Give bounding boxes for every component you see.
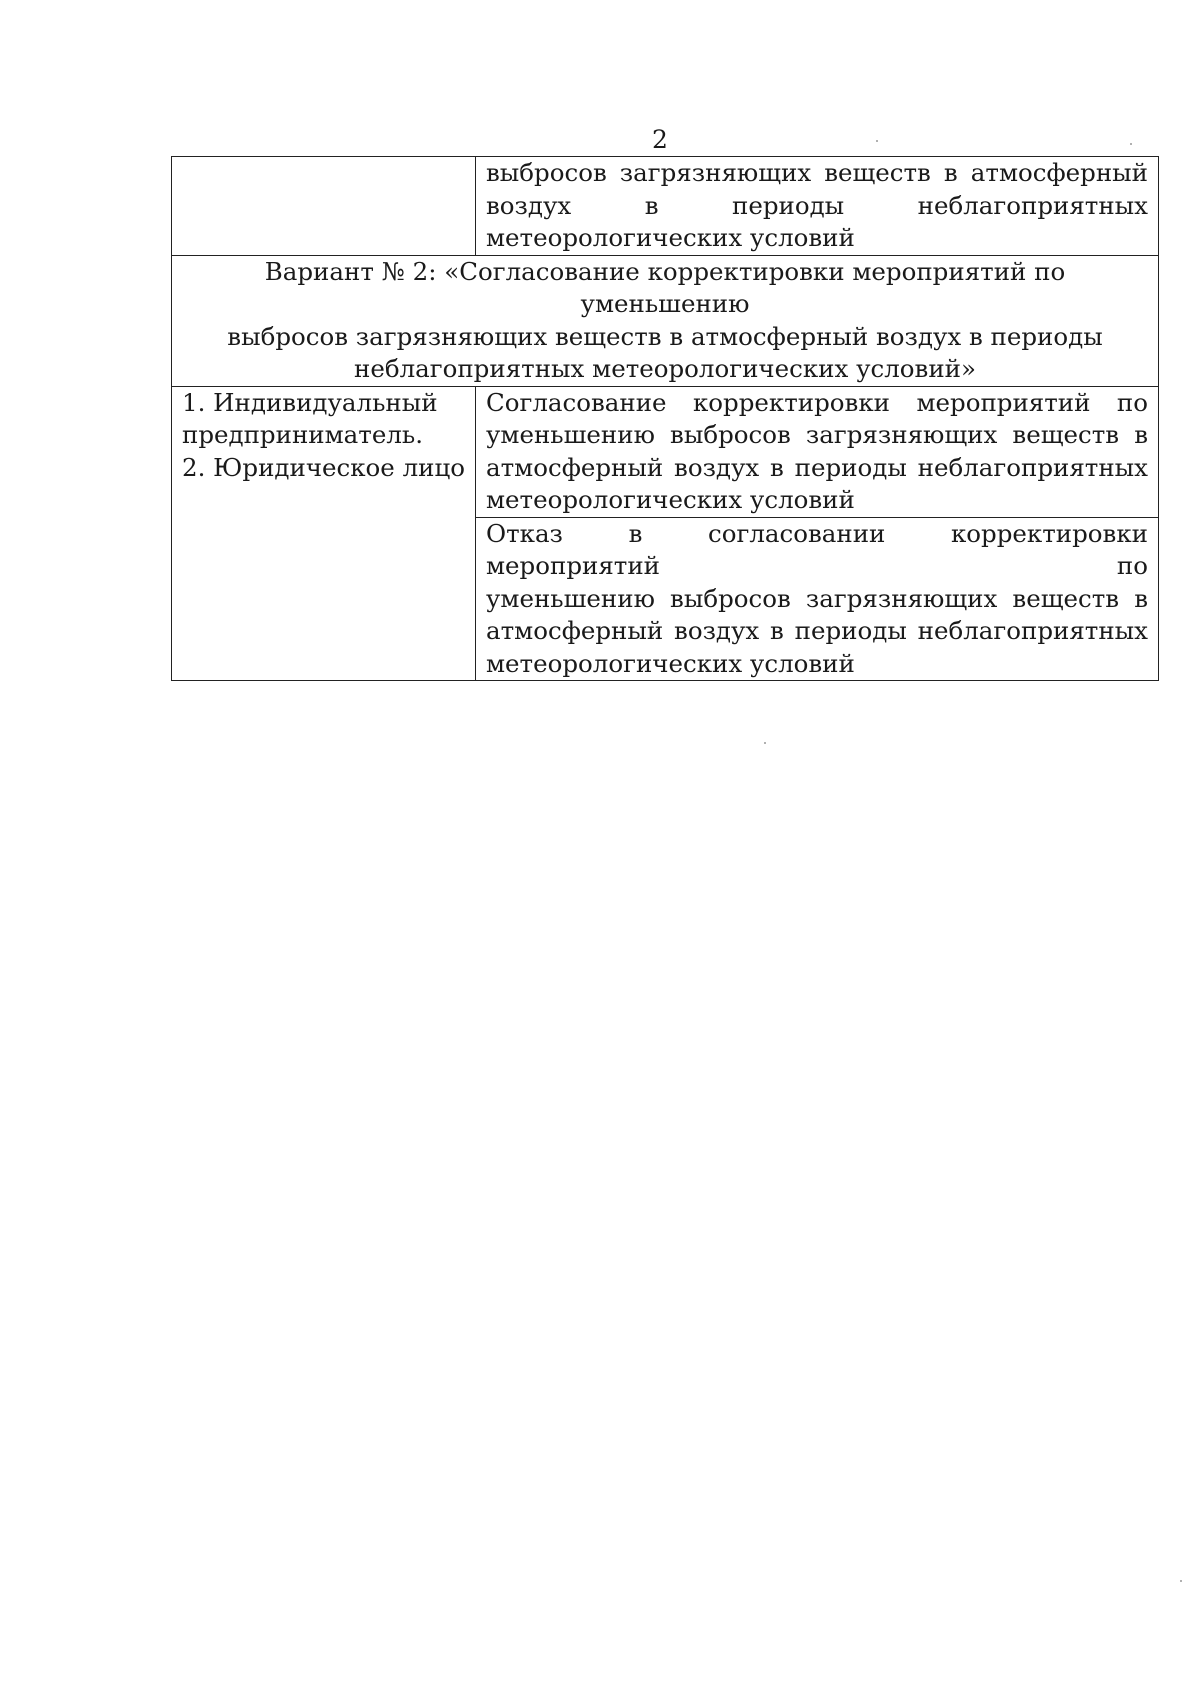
variant-header-line: неблагоприятных метеорологических условий» <box>354 354 976 383</box>
variant-header-cell <box>172 255 1159 386</box>
scan-speck <box>876 140 878 142</box>
result-approve-cell <box>476 386 1159 517</box>
scan-speck <box>1180 1580 1182 1582</box>
result-approve-line: атмосферный воздух в периоды неблагоприятных <box>486 452 1148 482</box>
result-refuse-line: Отказ в согласовании корректировки мероприятий по <box>486 518 1148 580</box>
continuation-right-cell <box>476 157 1159 256</box>
page-number: 2 <box>652 125 668 154</box>
result-approve-line: метеорологических условий <box>486 485 855 514</box>
table-row-approve <box>172 386 1159 517</box>
result-approve-line: Согласование корректировки мероприятий по <box>486 387 1148 417</box>
continuation-left-cell <box>172 157 476 256</box>
result-refuse-line: атмосферный воздух в периоды неблагоприятных <box>486 616 1148 645</box>
applicants-cell <box>172 386 476 681</box>
continuation-line: воздух в периоды неблагоприятных <box>486 190 1148 220</box>
applicant-line: 2. Юридическое лицо <box>182 452 465 482</box>
applicant-line: 1. Индивидуальный <box>182 387 438 417</box>
variant-header-line: выбросов загрязняющих веществ в атмосферный воздух в периоды <box>227 321 1103 351</box>
result-refuse-line: метеорологических условий <box>486 648 855 678</box>
table-row-continuation <box>172 157 1159 256</box>
continuation-line: выбросов загрязняющих веществ в атмосферный <box>486 158 1148 187</box>
result-approve-line: уменьшению выбросов загрязняющих веществ в <box>486 420 1148 449</box>
scan-speck <box>764 742 766 744</box>
variant-header-line: Вариант № 2: «Согласование корректировки мероприятий по уменьшению <box>264 256 1066 318</box>
scan-speck <box>1130 143 1132 145</box>
document-table <box>171 156 1159 681</box>
table-row-variant-header <box>172 255 1159 386</box>
continuation-line: метеорологических условий <box>486 223 855 252</box>
result-refuse-cell <box>476 517 1159 681</box>
result-refuse-line: уменьшению выбросов загрязняющих веществ в <box>486 583 1148 613</box>
applicant-line: предприниматель. <box>182 420 424 449</box>
